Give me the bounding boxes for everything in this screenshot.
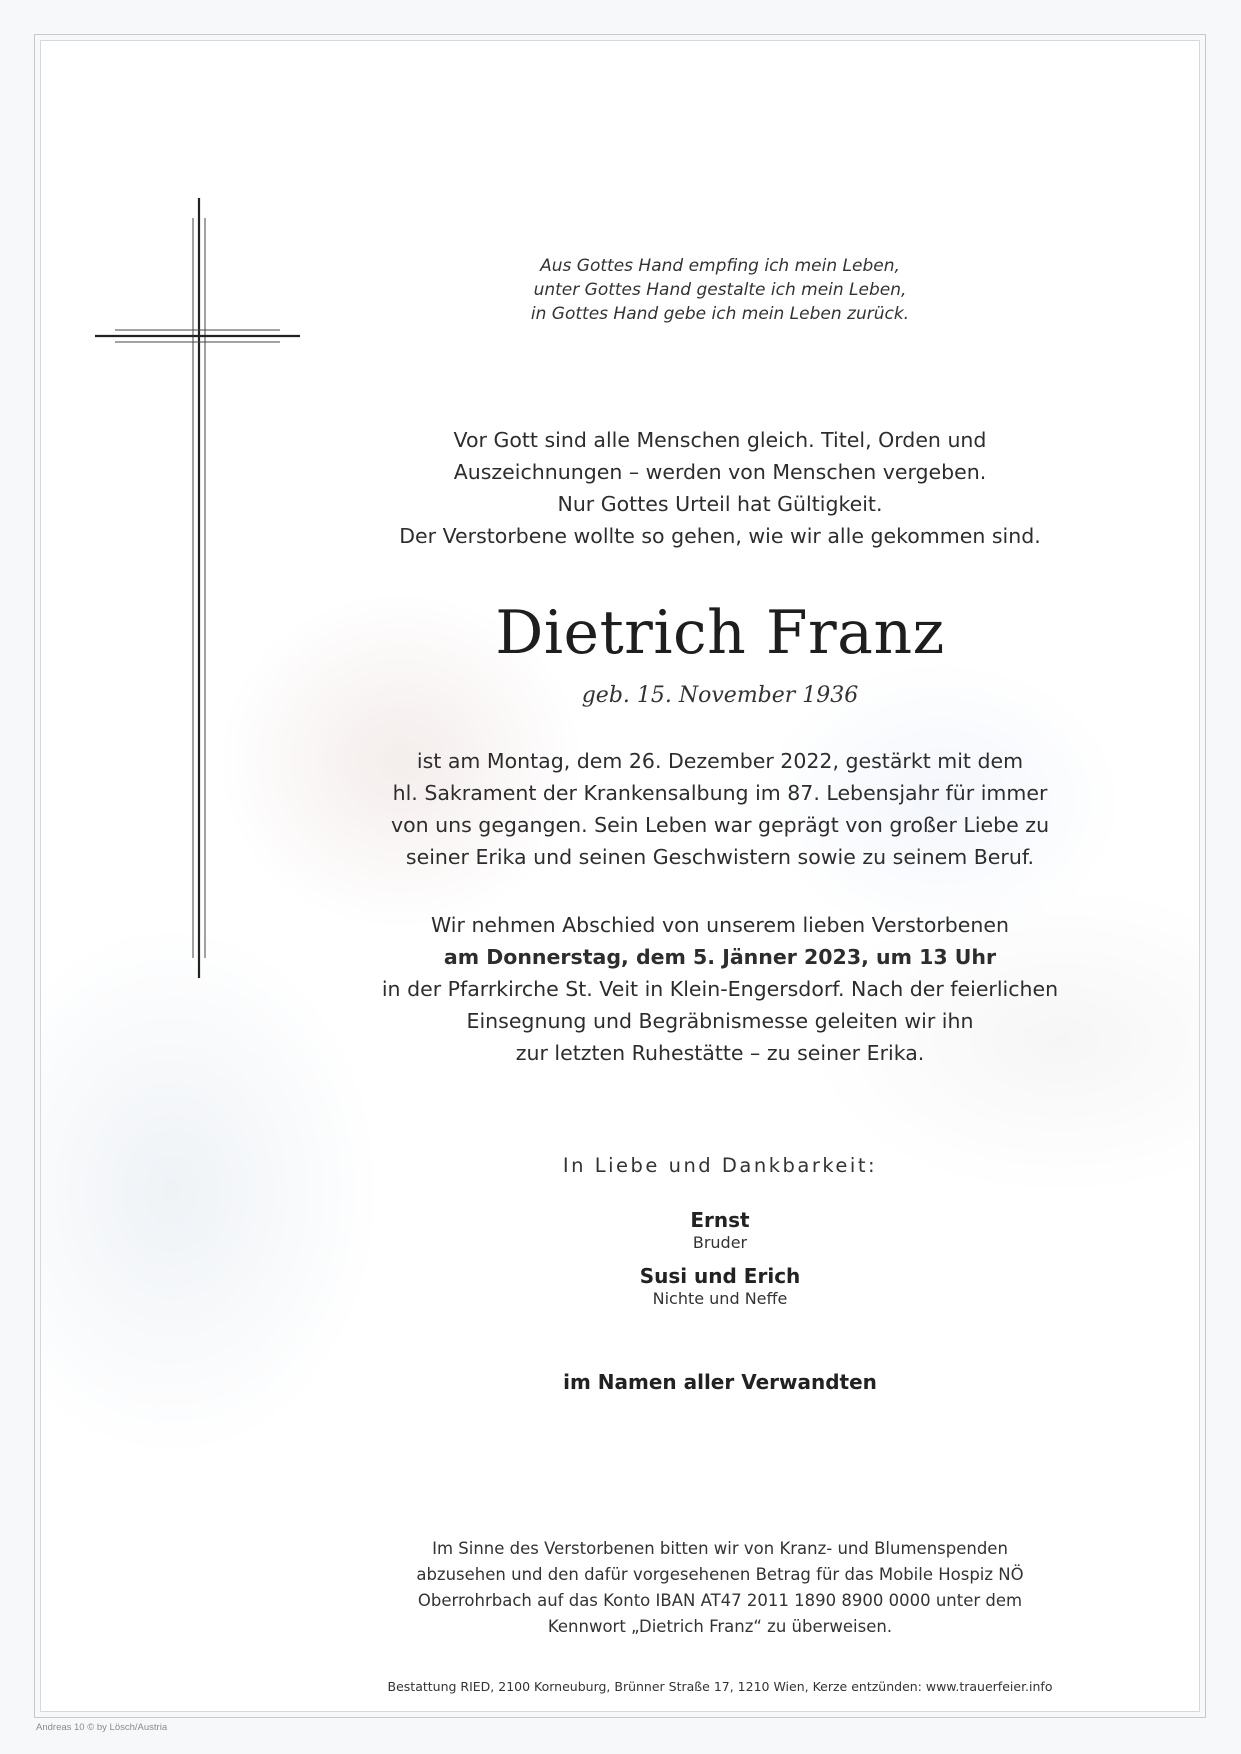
funeral-home-footer: Bestattung RIED, 2100 Korneuburg, Brünner Straße 17, 1210 Wien, Kerze entzünden: www.trauerfeier.info — [387, 1679, 1053, 1694]
mourner-name: Susi und Erich — [639, 1264, 801, 1288]
quote-line: Auszeichnungen – werden von Menschen vergeben. — [453, 460, 987, 484]
birth-date: geb. 15. November 1936 — [581, 683, 859, 708]
motto-line: Aus Gottes Hand empfing ich mein Leben, — [540, 256, 900, 276]
cross-icon — [95, 198, 305, 978]
motto-line: in Gottes Hand gebe ich mein Leben zurück. — [530, 304, 910, 324]
love-heading: In Liebe und Dankbarkeit: — [562, 1154, 878, 1177]
death-notice — [330, 745, 1110, 873]
mourner — [330, 1264, 1110, 1308]
death-notice-line: seiner Erika und seinen Geschwistern sowie zu seinem Beruf. — [405, 845, 1035, 869]
ceremony-info — [330, 909, 1110, 1069]
mourner-name: Ernst — [690, 1208, 750, 1232]
donation-notice — [330, 1536, 1110, 1640]
ceremony-detail-line: zur letzten Ruhestätte – zu seiner Erika. — [515, 1041, 925, 1065]
quote — [330, 424, 1110, 552]
donation-line: Oberrohrbach auf das Konto IBAN AT47 2011 1890 8900 0000 unter dem — [417, 1591, 1023, 1610]
ceremony-detail-line: in der Pfarrkirche St. Veit in Klein-Engersdorf. Nach der feierlichen — [381, 977, 1059, 1001]
death-notice-line: ist am Montag, dem 26. Dezember 2022, gestärkt mit dem — [416, 749, 1024, 773]
relatives-line: im Namen aller Verwandten — [563, 1370, 877, 1394]
ceremony-detail-line: Einsegnung und Begräbnismesse geleiten wir ihn — [466, 1009, 974, 1033]
quote-line: Der Verstorbene wollte so gehen, wie wir alle gekommen sind. — [399, 524, 1041, 548]
donation-line: Im Sinne des Verstorbenen bitten wir von Kranz- und Blumenspenden — [432, 1539, 1008, 1558]
quote-line: Nur Gottes Urteil hat Gültigkeit. — [557, 492, 883, 516]
death-notice-line: hl. Sakrament der Krankensalbung im 87. Lebensjahr für immer — [392, 781, 1048, 805]
ceremony-intro: Wir nehmen Abschied von unserem lieben Verstorbenen — [430, 913, 1010, 937]
mourner-relation: Bruder — [692, 1233, 748, 1252]
mourner — [330, 1208, 1110, 1252]
design-credit: Andreas 10 © by Lösch/Austria — [36, 1722, 168, 1733]
ceremony-date: am Donnerstag, dem 5. Jänner 2023, um 13 Uhr — [443, 945, 997, 969]
deceased-name: Dietrich Franz — [495, 598, 945, 668]
quote-line: Vor Gott sind alle Menschen gleich. Titel, Orden und — [453, 428, 987, 452]
donation-line: abzusehen und den dafür vorgesehenen Betrag für das Mobile Hospiz NÖ — [416, 1565, 1024, 1584]
motto — [330, 254, 1110, 326]
donation-line: Kennwort „Dietrich Franz“ zu überweisen. — [547, 1617, 893, 1636]
death-notice-line: von uns gegangen. Sein Leben war geprägt von großer Liebe zu — [390, 813, 1050, 837]
mourner-relation: Nichte und Neffe — [652, 1289, 788, 1308]
motto-line: unter Gottes Hand gestalte ich mein Leben, — [533, 280, 907, 300]
